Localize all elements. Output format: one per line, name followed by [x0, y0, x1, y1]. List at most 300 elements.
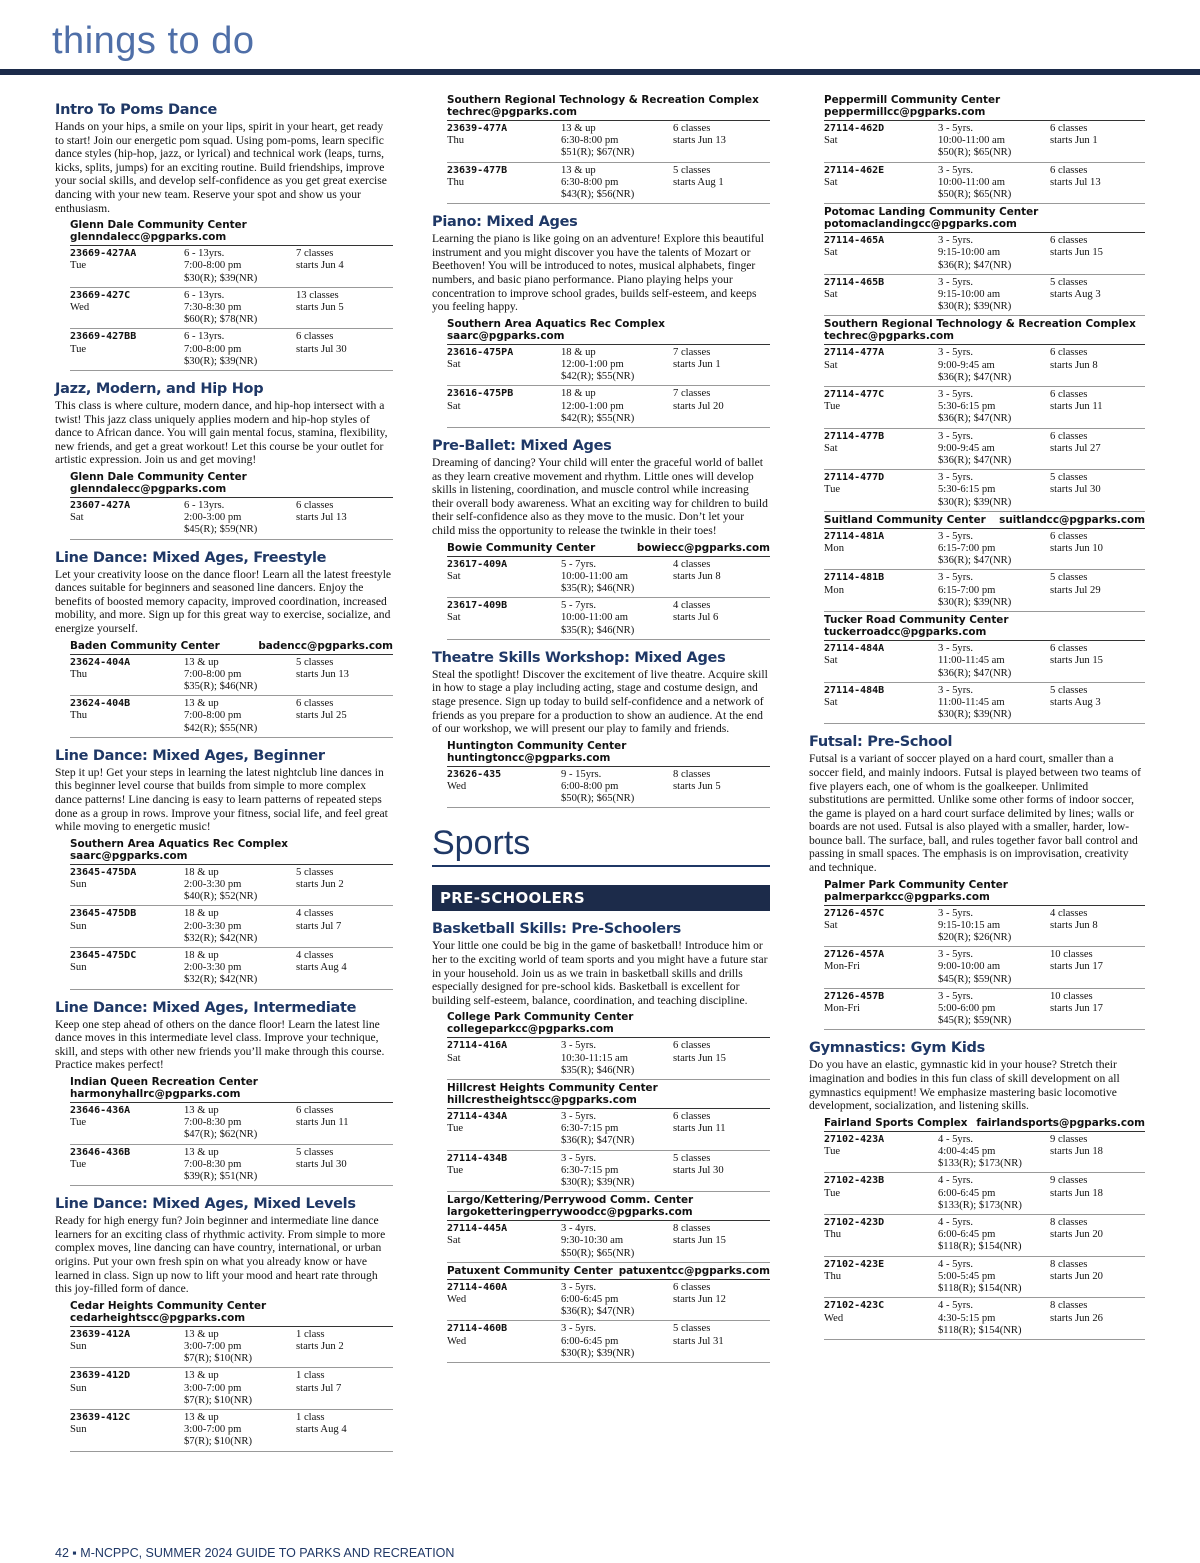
- course-code[interactable]: 27102-423B: [824, 1175, 885, 1187]
- course-code[interactable]: 27114-416A: [447, 1040, 508, 1052]
- class-title: Line Dance: Mixed Ages, Mixed Levels: [55, 1196, 356, 1213]
- session-time: 2:00-3:30 pm: [184, 920, 242, 932]
- venue-header: [824, 879, 1145, 903]
- session-classes-start: [1050, 472, 1145, 509]
- class-description: Step it up! Get your steps in learning the latest nightclub line dances in this beginner level course that builds from simple to more complex dance patterns! Line dancing is easy to learn patterns of repeated steps done as a group in rows. Improve your fitness, social life, and feel great while moving to energetic music!: [55, 765, 388, 834]
- course-code[interactable]: 27114-484A: [824, 643, 885, 655]
- session-row: [447, 1321, 770, 1363]
- session-start: starts Jul 6: [673, 612, 719, 624]
- course-code[interactable]: 27114-481A: [824, 530, 885, 542]
- session-classes: 6 classes: [673, 1281, 711, 1293]
- venue-email[interactable]: hillcrestheightscc@pgparks.com: [447, 1093, 637, 1106]
- session-time: 3:00-7:00 pm: [184, 1340, 242, 1352]
- session-age-time-fee: [938, 685, 1050, 722]
- venue-name: Bowie Community Center: [447, 541, 596, 554]
- session-age-time-fee: [561, 1111, 673, 1148]
- session-classes: 6 classes: [673, 123, 711, 134]
- course-code[interactable]: 27114-477D: [824, 472, 885, 484]
- session-age-time-fee: [938, 643, 1050, 680]
- session-age-time-fee: [938, 277, 1050, 314]
- session-row: [447, 1109, 770, 1151]
- session-classes-start: [296, 698, 393, 735]
- session-day: Sat: [824, 176, 838, 188]
- session-day: Sat: [824, 289, 838, 301]
- venue-name: Peppermill Community Center: [824, 94, 1001, 106]
- session-time: 3:00-7:00 pm: [184, 1382, 242, 1394]
- header-rule: [0, 69, 1200, 75]
- session-fee: $50(R); $65(NR): [561, 1247, 635, 1259]
- session-row: [70, 906, 393, 948]
- class-title: Line Dance: Mixed Ages, Intermediate: [55, 999, 357, 1016]
- course-code[interactable]: 27126-457A: [824, 949, 885, 961]
- course-code[interactable]: 23624-404A: [70, 656, 131, 668]
- session-age-time-fee: [938, 572, 1050, 609]
- session-row: [447, 1038, 770, 1080]
- session-start: starts Jun 5: [296, 301, 344, 313]
- session-row: [70, 1103, 393, 1145]
- session-time: 11:00-11:45 am: [938, 696, 1005, 708]
- session-day: Sat: [824, 442, 838, 454]
- session-fee: $30(R); $39(NR): [938, 301, 1012, 313]
- session-classes: 4 classes: [673, 558, 711, 570]
- session-classes: 8 classes: [1050, 1217, 1088, 1229]
- session-start: starts Aug 4: [296, 962, 347, 974]
- course-code[interactable]: 23669-427AA: [70, 248, 137, 260]
- venue-header: [447, 1194, 770, 1218]
- session-code-day: [70, 248, 184, 285]
- venue-email[interactable]: glenndalecc@pgparks.com: [70, 482, 227, 495]
- course-code[interactable]: 27126-457B: [824, 990, 885, 1002]
- session-age-time-fee: [938, 1259, 1050, 1296]
- venue-email[interactable]: huntingtoncc@pgparks.com: [447, 751, 611, 764]
- course-code[interactable]: 27114-477C: [824, 389, 885, 401]
- course-code[interactable]: 23616-475PA: [447, 346, 514, 358]
- venue-header: [447, 542, 770, 554]
- session-start: starts Jun 2: [296, 878, 344, 890]
- course-code[interactable]: 27114-462D: [824, 123, 885, 134]
- class-description: Keep one step ahead of others on the dance floor! Learn the latest line dance moves in this intermediate level class. Improve your technique, skill, and steps with other new friends you’ll make through this course. Practice makes perfect!: [55, 1017, 385, 1072]
- session-day: Sat: [447, 1052, 461, 1064]
- session-fee: $35(R); $46(NR): [561, 1064, 635, 1076]
- session-day: Wed: [70, 301, 90, 313]
- session-classes-start: [296, 908, 393, 945]
- class-description: Hands on your hips, a smile on your lips, spirit in your heart, get ready to start! Join our energetic pom squad. Using pom-poms, learn specific dance styles (hip-hop, jazz, or lyrical) and technical work (leaps, turns, kicks, splits, jumps) for an exciting routine. Build friendships, improve your social skills, and develop self-confidence as you get great exercise dancing with your new team. Reserve your spot and show us your enthusiasm.: [55, 120, 387, 215]
- session-classes: 7 classes: [296, 248, 334, 260]
- session-start: starts Jun 26: [1050, 1312, 1103, 1324]
- session-classes: 5 classes: [673, 1323, 711, 1335]
- venue-name: Glenn Dale Community Center: [70, 470, 247, 483]
- course-code[interactable]: 27114-445A: [447, 1223, 508, 1235]
- course-code[interactable]: 23646-436B: [70, 1146, 131, 1158]
- venue-email[interactable]: collegeparkcc@pgparks.com: [447, 1023, 614, 1036]
- venue-email[interactable]: cedarheightscc@pgparks.com: [70, 1311, 246, 1324]
- session-row: [70, 329, 393, 371]
- session-fee: $118(R); $154(NR): [938, 1324, 1022, 1336]
- session-classes: 6 classes: [1050, 389, 1088, 401]
- course-code[interactable]: 27114-481B: [824, 572, 885, 584]
- course-code[interactable]: 23617-409A: [447, 558, 508, 570]
- class-title: Jazz, Modern, and Hip Hop: [55, 380, 264, 397]
- session-code-day: [824, 277, 938, 314]
- session-day: Tue: [447, 1123, 464, 1135]
- class-title: Line Dance: Mixed Ages, Beginner: [55, 747, 325, 764]
- session-start: starts Jun 15: [1050, 655, 1103, 667]
- session-row: [447, 557, 770, 599]
- session-start: starts Jul 31: [673, 1335, 724, 1347]
- session-fee: $45(R); $59(NR): [938, 973, 1012, 985]
- session-code-day: [70, 290, 184, 327]
- session-row: [447, 767, 770, 809]
- session-ages: 4 - 5yrs.: [938, 1133, 974, 1145]
- session-row: [447, 386, 770, 428]
- session-start: starts Jun 13: [673, 135, 726, 147]
- session-row: [70, 288, 393, 330]
- venue-header: [70, 471, 393, 495]
- session-age-time-fee: [184, 1147, 296, 1184]
- course-code[interactable]: 23626-435: [447, 768, 502, 780]
- session-age-time-fee: [184, 908, 296, 945]
- session-fee: $42(R); $55(NR): [184, 722, 258, 734]
- session-start: starts Jun 17: [1050, 961, 1103, 973]
- session-row: [824, 529, 1145, 571]
- venue-header: [70, 640, 393, 652]
- session-time: 6:00-8:00 pm: [561, 780, 619, 792]
- session-fee: $7(R); $10(NR): [184, 1353, 252, 1365]
- venue-name: Southern Area Aquatics Rec Complex: [70, 837, 288, 850]
- venue-header: [824, 94, 1145, 118]
- session-fee: $133(R); $173(NR): [938, 1199, 1022, 1211]
- session-ages: 6 - 13yrs.: [184, 499, 225, 511]
- session-row: [447, 345, 770, 387]
- session-age-time-fee: [561, 1282, 673, 1319]
- course-code[interactable]: 23645-475DC: [70, 949, 137, 961]
- session-fee: $42(R); $55(NR): [561, 412, 635, 424]
- session-code-day: [447, 123, 561, 160]
- venue-email[interactable]: glenndalecc@pgparks.com: [70, 231, 227, 244]
- session-classes: 7 classes: [673, 388, 711, 400]
- session-code-day: [824, 685, 938, 722]
- session-fee: $45(R); $59(NR): [184, 524, 258, 536]
- session-classes-start: [1050, 431, 1145, 468]
- session-code-day: [824, 1259, 938, 1296]
- session-row: [447, 1280, 770, 1322]
- session-ages: 5 - 7yrs.: [561, 600, 597, 612]
- course-code[interactable]: 27102-423C: [824, 1300, 885, 1312]
- session-age-time-fee: [938, 1300, 1050, 1337]
- session-row: [70, 865, 393, 907]
- session-day: Thu: [824, 1229, 842, 1241]
- course-code[interactable]: 27126-457C: [824, 907, 885, 919]
- session-time: 9:30-10:30 am: [561, 1235, 624, 1247]
- session-classes: 1 class: [296, 1328, 325, 1340]
- session-time: 7:30-8:30 pm: [184, 301, 242, 313]
- course-code[interactable]: 23607-427A: [70, 499, 131, 511]
- session-code-day: [447, 1153, 561, 1190]
- class-description: Steal the spotlight! Discover the excitement of live theatre. Acquire skill in how to stage a play including acting, stage and costume design, and stage presence. Sign up today to build self-confidence and a network of friends as you prepare for a production to show an audience. At the end of our workshop, we will present our play to family and friends.: [432, 667, 768, 736]
- session-time: 6:30-7:15 pm: [561, 1123, 619, 1135]
- course-code[interactable]: 27114-462E: [824, 164, 885, 176]
- session-day: Sat: [447, 1235, 461, 1247]
- session-classes: 10 classes: [1050, 990, 1093, 1002]
- venue-header: [824, 318, 1145, 342]
- session-fee: $40(R); $52(NR): [184, 891, 258, 903]
- class-description: Dreaming of dancing? Your child will enter the graceful world of ballet as they learn creative movement and rhythm. Little ones will develop skills in listening, coordination, and muscle control while increasing their overall body awareness. What an exciting way for children to build their self-confidence also as they move to the music. Don’t let your child miss the opportunity to release the twinkle in their toes!: [432, 456, 768, 537]
- session-code-day: [447, 600, 561, 637]
- session-classes-start: [673, 600, 770, 637]
- session-time: 6:15-7:00 pm: [938, 584, 996, 596]
- venue-email[interactable]: bowiecc@pgparks.com: [636, 541, 770, 554]
- course-code[interactable]: 27114-434A: [447, 1110, 508, 1122]
- course-code[interactable]: 23639-412C: [70, 1411, 131, 1423]
- course-code[interactable]: 27114-477B: [824, 430, 885, 442]
- session-classes-start: [673, 1323, 770, 1360]
- course-code[interactable]: 23639-477A: [447, 123, 508, 134]
- session-time: 9:15-10:15 am: [938, 919, 1001, 931]
- session-fee: $50(R); $65(NR): [938, 147, 1012, 159]
- session-classes-start: [1050, 908, 1145, 945]
- session-fee: $50(R); $65(NR): [561, 793, 635, 805]
- session-row: [824, 387, 1145, 429]
- session-ages: 3 - 5yrs.: [938, 389, 974, 401]
- session-row: [824, 1215, 1145, 1257]
- session-row: [824, 275, 1145, 317]
- session-ages: 4 - 5yrs.: [938, 1217, 974, 1229]
- session-code-day: [824, 431, 938, 468]
- venue-email[interactable]: saarc@pgparks.com: [70, 849, 188, 862]
- session-code-day: [824, 389, 938, 426]
- session-classes-start: [296, 1329, 393, 1366]
- session-classes-start: [673, 1040, 770, 1077]
- session-row: [447, 163, 770, 205]
- session-time: 5:00-5:45 pm: [938, 1270, 996, 1282]
- session-fee: $39(R); $51(NR): [184, 1170, 258, 1182]
- session-age-time-fee: [938, 1217, 1050, 1254]
- session-classes-start: [673, 347, 770, 384]
- session-ages: 3 - 5yrs.: [938, 684, 974, 696]
- course-code[interactable]: 27102-423E: [824, 1258, 885, 1270]
- course-code[interactable]: 27102-423D: [824, 1217, 885, 1229]
- session-ages: 4 - 5yrs.: [938, 1300, 974, 1312]
- session-time: 4:00-4:45 pm: [938, 1146, 996, 1158]
- session-row: [447, 1151, 770, 1193]
- session-classes-start: [296, 867, 393, 904]
- session-age-time-fee: [561, 165, 673, 202]
- session-age-time-fee: [561, 600, 673, 637]
- venue-email[interactable]: tuckerroadcc@pgparks.com: [824, 626, 987, 639]
- session-fee: $42(R); $55(NR): [561, 371, 635, 383]
- session-start: starts Jul 7: [296, 920, 342, 932]
- course-code[interactable]: 23617-409B: [447, 600, 508, 612]
- session-classes-start: [1050, 531, 1145, 568]
- session-start: starts Jun 15: [673, 1052, 726, 1064]
- session-start: starts Jul 25: [296, 710, 347, 722]
- course-code[interactable]: 27114-465A: [824, 235, 885, 247]
- course-code[interactable]: 23616-475PB: [447, 388, 514, 400]
- course-code[interactable]: 27114-465B: [824, 276, 885, 288]
- class-title: Intro To Poms Dance: [55, 102, 218, 118]
- session-classes: 1 class: [296, 1411, 325, 1423]
- course-code[interactable]: 27114-484B: [824, 684, 885, 696]
- venue-name: Southern Regional Technology & Recreation Complex: [824, 318, 1136, 331]
- session-classes: 13 classes: [296, 289, 339, 301]
- session-row: [824, 470, 1145, 512]
- course-code[interactable]: 23639-477B: [447, 164, 508, 176]
- course-code[interactable]: 23646-436A: [70, 1104, 131, 1116]
- session-start: starts Jun 20: [1050, 1270, 1103, 1282]
- venue-email[interactable]: potomaclandingcc@pgparks.com: [824, 218, 1017, 231]
- session-ages: 13 & up: [184, 1146, 219, 1158]
- session-time: 10:30-11:15 am: [561, 1052, 628, 1064]
- session-fee: $35(R); $46(NR): [561, 624, 635, 636]
- session-ages: 13 & up: [184, 698, 219, 710]
- session-fee: $36(R); $47(NR): [561, 1135, 635, 1147]
- session-day: Sat: [824, 359, 838, 371]
- session-row: [824, 233, 1145, 275]
- session-day: Sun: [70, 1382, 87, 1394]
- course-code[interactable]: 23645-475DB: [70, 908, 137, 920]
- course-code[interactable]: 23669-427BB: [70, 331, 137, 343]
- course-code[interactable]: 27114-460B: [447, 1323, 508, 1335]
- session-fee: $50(R); $65(NR): [938, 189, 1012, 201]
- course-code[interactable]: 23669-427C: [70, 289, 131, 301]
- venue-email[interactable]: peppermillcc@pgparks.com: [824, 106, 986, 118]
- session-age-time-fee: [184, 331, 296, 368]
- course-code[interactable]: 27114-434B: [447, 1152, 508, 1164]
- session-ages: 3 - 5yrs.: [938, 530, 974, 542]
- session-ages: 3 - 5yrs.: [561, 1040, 597, 1052]
- venue-email[interactable]: suitlandcc@pgparks.com: [999, 513, 1145, 526]
- session-code-day: [70, 500, 184, 537]
- course-code[interactable]: 23639-412D: [70, 1370, 131, 1382]
- session-classes: 6 classes: [1050, 123, 1088, 134]
- session-classes: 6 classes: [1050, 530, 1088, 542]
- session-row: [824, 1132, 1145, 1174]
- session-start: starts Jun 11: [673, 1123, 726, 1135]
- venue-name: Glenn Dale Community Center: [70, 219, 247, 232]
- session-start: starts Jul 13: [296, 512, 347, 524]
- session-time: 2:00-3:30 pm: [184, 878, 242, 890]
- session-day: Thu: [447, 176, 465, 188]
- session-time: 5:30-6:15 pm: [938, 484, 996, 496]
- course-code[interactable]: 27114-477A: [824, 347, 885, 359]
- session-classes-start: [1050, 347, 1145, 384]
- venue-header: [70, 1076, 393, 1100]
- session-start: starts Aug 3: [1050, 289, 1101, 301]
- session-classes-start: [1050, 1175, 1145, 1212]
- venue-email[interactable]: largoketteringperrywoodcc@pgparks.com: [447, 1206, 693, 1219]
- session-code-day: [70, 950, 184, 987]
- venue-email[interactable]: badencc@pgparks.com: [258, 639, 393, 652]
- session-classes-start: [673, 1282, 770, 1319]
- session-start: starts Jun 18: [1050, 1187, 1103, 1199]
- session-classes: 4 classes: [673, 600, 711, 612]
- venue-email[interactable]: patuxentcc@pgparks.com: [618, 1264, 770, 1277]
- venue-email[interactable]: techrec@pgparks.com: [447, 106, 577, 118]
- session-code-day: [70, 1370, 184, 1407]
- venue-email[interactable]: palmerparkcc@pgparks.com: [824, 890, 990, 903]
- session-day: Tue: [70, 260, 87, 272]
- session-code-day: [70, 867, 184, 904]
- venue-header: [824, 514, 1145, 526]
- session-start: starts Jul 30: [673, 1164, 724, 1176]
- course-code[interactable]: 23645-475DA: [70, 866, 137, 878]
- session-code-day: [824, 531, 938, 568]
- course-code[interactable]: 27102-423A: [824, 1133, 885, 1145]
- column-3: [809, 92, 1145, 1340]
- venue-email[interactable]: saarc@pgparks.com: [447, 329, 565, 342]
- session-start: starts Jun 20: [1050, 1229, 1103, 1241]
- session-age-time-fee: [938, 991, 1050, 1028]
- session-start: starts Jun 15: [673, 1235, 726, 1247]
- session-code-day: [70, 331, 184, 368]
- session-classes: 4 classes: [1050, 907, 1088, 919]
- venue-name: Southern Regional Technology & Recreation Complex: [447, 94, 759, 106]
- session-row: [447, 598, 770, 640]
- session-start: starts Jun 8: [673, 570, 721, 582]
- session-age-time-fee: [938, 1134, 1050, 1171]
- class-title: Futsal: Pre-School: [809, 734, 953, 751]
- session-fee: $118(R); $154(NR): [938, 1241, 1022, 1253]
- session-start: starts Jun 2: [296, 1340, 344, 1352]
- session-ages: 3 - 5yrs.: [561, 1323, 597, 1335]
- session-fee: $30(R); $39(NR): [184, 355, 258, 367]
- session-start: starts Jun 1: [673, 358, 721, 370]
- session-age-time-fee: [938, 531, 1050, 568]
- session-age-time-fee: [938, 389, 1050, 426]
- session-day: Thu: [70, 710, 88, 722]
- session-code-day: [824, 908, 938, 945]
- session-time: 2:00-3:00 pm: [184, 512, 242, 524]
- session-code-day: [824, 643, 938, 680]
- course-code[interactable]: 23624-404B: [70, 698, 131, 710]
- session-fee: $36(R); $47(NR): [938, 371, 1012, 383]
- venue-name: Hillcrest Heights Community Center: [447, 1081, 658, 1094]
- session-classes-start: [1050, 123, 1145, 160]
- session-time: 6:30-7:15 pm: [561, 1164, 619, 1176]
- session-classes: 8 classes: [1050, 1258, 1088, 1270]
- session-ages: 13 & up: [184, 1370, 219, 1382]
- session-age-time-fee: [184, 950, 296, 987]
- session-start: starts Jul 7: [296, 1382, 342, 1394]
- venue-header: [70, 838, 393, 862]
- session-start: starts Jun 11: [296, 1117, 349, 1129]
- venue-email[interactable]: fairlandsports@pgparks.com: [976, 1116, 1145, 1129]
- venue-name: Palmer Park Community Center: [824, 878, 1008, 891]
- course-code[interactable]: 27114-460A: [447, 1281, 508, 1293]
- session-fee: $36(R); $47(NR): [938, 259, 1012, 271]
- venue-email[interactable]: techrec@pgparks.com: [824, 330, 954, 343]
- session-ages: 13 & up: [184, 1328, 219, 1340]
- session-fee: $30(R); $39(NR): [938, 496, 1012, 508]
- session-classes-start: [1050, 1134, 1145, 1171]
- session-classes: 6 classes: [296, 331, 334, 343]
- session-classes: 6 classes: [296, 499, 334, 511]
- class-title: Basketball Skills: Pre-Schoolers: [432, 921, 682, 938]
- session-classes: 5 classes: [296, 656, 334, 668]
- session-code-day: [824, 472, 938, 509]
- session-day: Sat: [447, 612, 461, 624]
- session-classes: 10 classes: [1050, 949, 1093, 961]
- session-classes-start: [1050, 277, 1145, 314]
- course-code[interactable]: 23639-412A: [70, 1328, 131, 1340]
- session-start: starts Jul 30: [296, 1158, 347, 1170]
- session-age-time-fee: [184, 500, 296, 537]
- venue-email[interactable]: harmonyhallrc@pgparks.com: [70, 1087, 241, 1100]
- session-time: 6:15-7:00 pm: [938, 543, 996, 555]
- session-classes-start: [296, 1370, 393, 1407]
- session-fee: $20(R); $26(NR): [938, 932, 1012, 944]
- class-title: Pre-Ballet: Mixed Ages: [432, 438, 612, 454]
